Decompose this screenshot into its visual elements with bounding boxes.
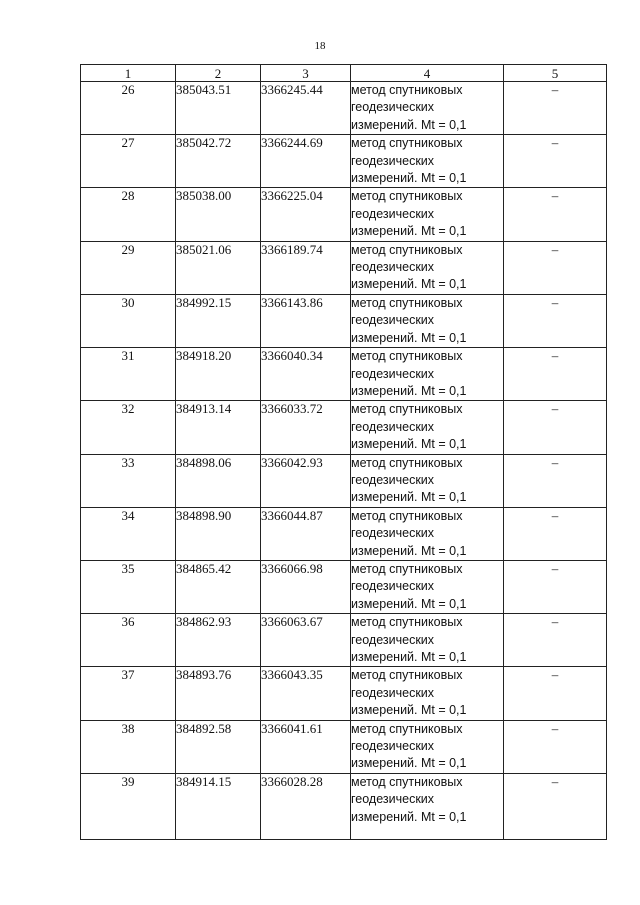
method-text-line: геодезических <box>351 313 435 328</box>
table-row <box>81 82 607 135</box>
table-row <box>81 614 607 667</box>
point-number-cell: 34 <box>81 507 176 560</box>
method-text-line: измерений. Mt = 0,1 <box>351 117 467 132</box>
note-cell: – <box>504 614 607 667</box>
method-text-line: измерений. Mt = 0,1 <box>351 277 467 292</box>
x-coordinate-cell: 385042.72 <box>176 135 261 188</box>
method-text-line: геодезических <box>351 366 435 381</box>
x-coordinate-cell: 384913.14 <box>176 401 261 454</box>
note-cell: – <box>504 241 607 294</box>
note-cell: – <box>504 720 607 773</box>
method-text-line: геодезических <box>351 472 435 487</box>
method-text-line: измерений. Mt = 0,1 <box>351 171 467 186</box>
method-text-line: измерений. Mt = 0,1 <box>351 383 467 398</box>
x-coordinate-cell: 384898.06 <box>176 454 261 507</box>
x-coordinate-cell: 384914.15 <box>176 773 261 839</box>
table-row <box>81 507 607 560</box>
method-text-line: метод спутниковых <box>351 402 463 417</box>
x-coordinate-cell: 385038.00 <box>176 188 261 241</box>
method-text-line: метод спутниковых <box>351 561 463 576</box>
x-coordinate-cell: 384992.15 <box>176 294 261 347</box>
method-text-line: измерений. Mt = 0,1 <box>351 224 467 239</box>
method-text-line: метод спутниковых <box>351 508 463 523</box>
note-cell: – <box>504 294 607 347</box>
method-text-line: геодезических <box>351 579 435 594</box>
method-text-line: геодезических <box>351 419 435 434</box>
method-cell <box>351 614 504 667</box>
method-cell <box>351 720 504 773</box>
method-text-line: метод спутниковых <box>351 136 463 151</box>
note-cell: – <box>504 773 607 839</box>
note-cell: – <box>504 82 607 135</box>
point-number-cell: 28 <box>81 188 176 241</box>
method-text-line: геодезических <box>351 526 435 541</box>
x-coordinate-cell: 384892.58 <box>176 720 261 773</box>
y-coordinate-cell: 3366041.61 <box>261 720 351 773</box>
method-text-line: метод спутниковых <box>351 349 463 364</box>
y-coordinate-cell: 3366245.44 <box>261 82 351 135</box>
note-cell: – <box>504 454 607 507</box>
table-row <box>81 560 607 613</box>
y-coordinate-cell: 3366042.93 <box>261 454 351 507</box>
method-cell <box>351 82 504 135</box>
y-coordinate-cell: 3366225.04 <box>261 188 351 241</box>
table-row <box>81 773 607 839</box>
x-coordinate-cell: 384898.90 <box>176 507 261 560</box>
point-number-cell: 33 <box>81 454 176 507</box>
header-cell-method: 4 <box>351 65 504 82</box>
method-cell <box>351 773 504 839</box>
y-coordinate-cell: 3366244.69 <box>261 135 351 188</box>
method-text-line: геодезических <box>351 685 435 700</box>
method-text-line: метод спутниковых <box>351 721 463 736</box>
header-cell-x: 2 <box>176 65 261 82</box>
point-number-cell: 29 <box>81 241 176 294</box>
method-text-line: метод спутниковых <box>351 83 463 97</box>
method-cell <box>351 135 504 188</box>
table-header <box>81 65 607 82</box>
point-number-cell: 30 <box>81 294 176 347</box>
method-text-line: измерений. Mt = 0,1 <box>351 437 467 452</box>
y-coordinate-cell: 3366189.74 <box>261 241 351 294</box>
note-cell: – <box>504 188 607 241</box>
method-text-line: измерений. Mt = 0,1 <box>351 596 467 611</box>
method-text-line: геодезических <box>351 792 435 807</box>
page-number: 18 <box>314 40 326 52</box>
table-body <box>81 82 607 840</box>
method-text-line: геодезических <box>351 153 435 168</box>
y-coordinate-cell: 3366063.67 <box>261 614 351 667</box>
point-number-cell: 38 <box>81 720 176 773</box>
table-row <box>81 667 607 720</box>
method-text-line: измерений. Mt = 0,1 <box>351 543 467 558</box>
header-row <box>81 65 607 82</box>
method-text-line: метод спутниковых <box>351 189 463 204</box>
method-cell <box>351 401 504 454</box>
method-text-line: измерений. Mt = 0,1 <box>351 756 467 771</box>
method-text-line: измерений. Mt = 0,1 <box>351 703 467 718</box>
header-cell-note: 5 <box>504 65 607 82</box>
point-number-cell: 37 <box>81 667 176 720</box>
method-text-line: геодезических <box>351 632 435 647</box>
method-text-line: метод спутниковых <box>351 668 463 683</box>
table-row <box>81 135 607 188</box>
point-number-cell: 27 <box>81 135 176 188</box>
method-text-line: метод спутниковых <box>351 455 463 470</box>
header-cell-y: 3 <box>261 65 351 82</box>
y-coordinate-cell: 3366044.87 <box>261 507 351 560</box>
method-text-line: геодезических <box>351 739 435 754</box>
note-cell: – <box>504 135 607 188</box>
table-row <box>81 348 607 401</box>
y-coordinate-cell: 3366066.98 <box>261 560 351 613</box>
method-text-line: метод спутниковых <box>351 295 463 310</box>
x-coordinate-cell: 384862.93 <box>176 614 261 667</box>
point-number-cell: 31 <box>81 348 176 401</box>
method-text-line: геодезических <box>351 260 435 275</box>
method-text-line: метод спутниковых <box>351 615 463 630</box>
x-coordinate-cell: 385043.51 <box>176 82 261 135</box>
method-cell <box>351 294 504 347</box>
method-cell <box>351 241 504 294</box>
point-number-cell: 26 <box>81 82 176 135</box>
y-coordinate-cell: 3366033.72 <box>261 401 351 454</box>
method-cell <box>351 348 504 401</box>
y-coordinate-cell: 3366040.34 <box>261 348 351 401</box>
table-row <box>81 294 607 347</box>
method-text-line: метод спутниковых <box>351 242 463 257</box>
method-text-line: измерений. Mt = 0,1 <box>351 650 467 664</box>
method-text-line: измерений. Mt = 0,1 <box>351 490 467 505</box>
note-cell: – <box>504 348 607 401</box>
note-cell: – <box>504 507 607 560</box>
method-cell <box>351 454 504 507</box>
note-cell: – <box>504 667 607 720</box>
method-text-line: измерений. Mt = 0,1 <box>351 330 467 345</box>
x-coordinate-cell: 384893.76 <box>176 667 261 720</box>
point-number-cell: 39 <box>81 773 176 839</box>
coordinates-table <box>80 64 607 840</box>
table-row <box>81 401 607 454</box>
method-cell <box>351 667 504 720</box>
point-number-cell: 36 <box>81 614 176 667</box>
point-number-cell: 35 <box>81 560 176 613</box>
point-number-cell: 32 <box>81 401 176 454</box>
x-coordinate-cell: 385021.06 <box>176 241 261 294</box>
method-text-line: метод спутниковых <box>351 774 463 789</box>
table-row <box>81 188 607 241</box>
table-row <box>81 720 607 773</box>
note-cell: – <box>504 401 607 454</box>
header-cell-point-number: 1 <box>81 65 176 82</box>
table-row <box>81 454 607 507</box>
method-cell <box>351 507 504 560</box>
method-text-line: геодезических <box>351 206 435 221</box>
y-coordinate-cell: 3366028.28 <box>261 773 351 839</box>
x-coordinate-cell: 384865.42 <box>176 560 261 613</box>
y-coordinate-cell: 3366043.35 <box>261 667 351 720</box>
method-cell <box>351 560 504 613</box>
table-row <box>81 241 607 294</box>
x-coordinate-cell: 384918.20 <box>176 348 261 401</box>
method-cell <box>351 188 504 241</box>
note-cell: – <box>504 560 607 613</box>
method-text-line: измерений. Mt = 0,1 <box>351 809 467 824</box>
y-coordinate-cell: 3366143.86 <box>261 294 351 347</box>
method-text-line: геодезических <box>351 100 435 115</box>
